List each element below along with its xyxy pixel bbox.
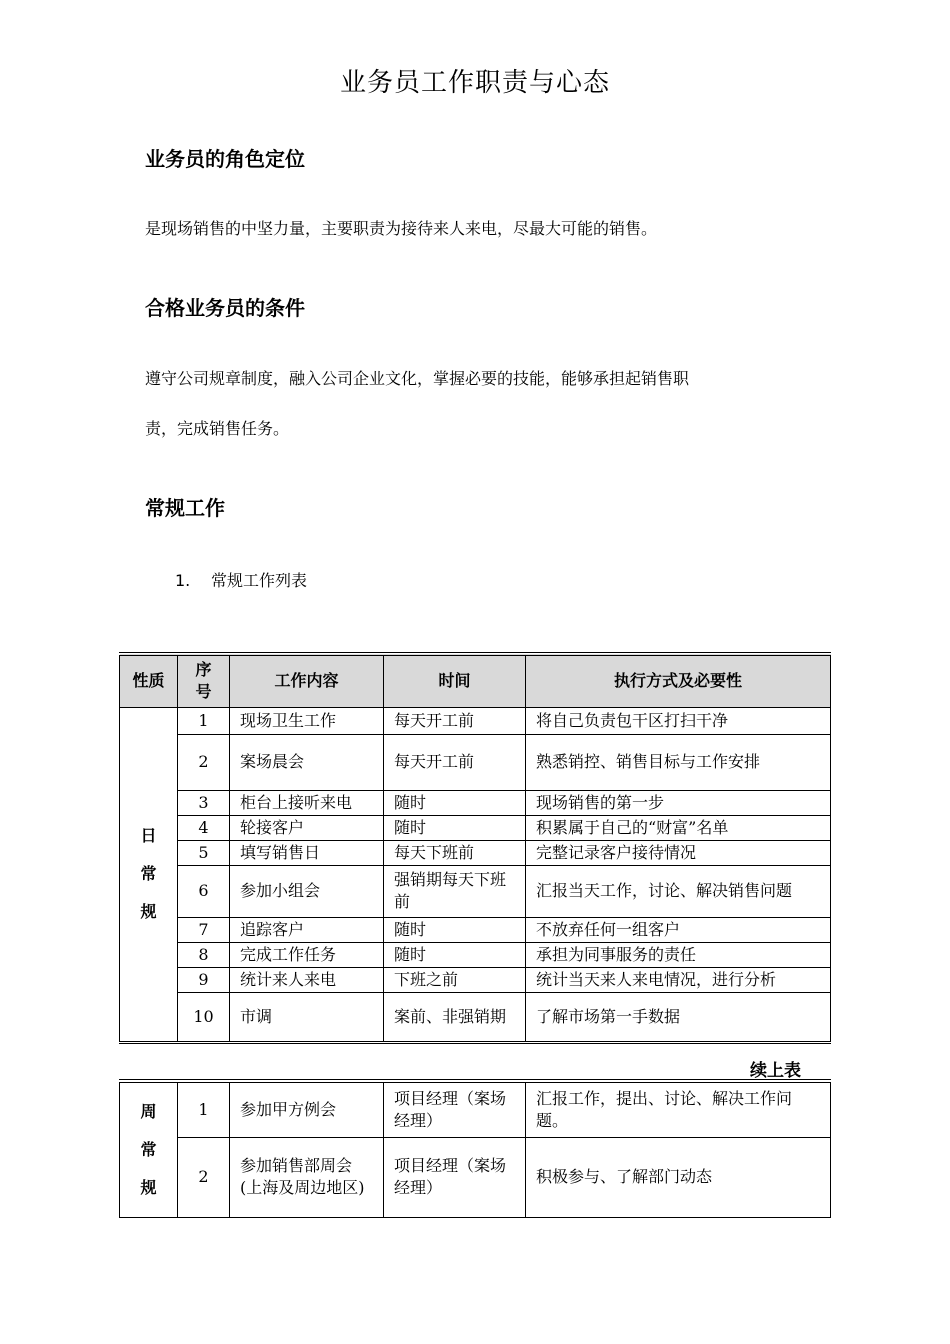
weekly-category-cell [120, 1081, 178, 1217]
row-number: 8 [178, 942, 230, 967]
row-time: 随时 [384, 790, 526, 815]
table-row [120, 1081, 831, 1137]
row-time: 项目经理（案场经理） [384, 1081, 526, 1137]
row-method: 承担为同事服务的责任 [526, 942, 831, 967]
header-nature: 性质 [120, 654, 178, 707]
row-time: 随时 [384, 815, 526, 840]
row-content: 市调 [230, 992, 384, 1042]
row-time: 强销期每天下班前 [384, 865, 526, 917]
table-row [120, 992, 831, 1042]
row-number: 7 [178, 917, 230, 942]
row-method: 完整记录客户接待情况 [526, 840, 831, 865]
row-time: 每天下班前 [384, 840, 526, 865]
row-time: 项目经理（案场经理） [384, 1137, 526, 1217]
row-number: 1 [178, 1081, 230, 1137]
row-time: 随时 [384, 942, 526, 967]
weekly-category-char: 规 [140, 1177, 157, 1197]
row-number: 2 [178, 1137, 230, 1217]
continued-label: 续上表 [750, 1061, 801, 1081]
list-label: 常规工作列表 [211, 571, 308, 590]
header-time: 时间 [384, 654, 526, 707]
role-paragraph: 是现场销售的中坚力量，主要职责为接待来人来电，尽最大可能的销售。 [145, 219, 658, 238]
heading-qualified: 合格业务员的条件 [145, 296, 305, 320]
table-row [120, 917, 831, 942]
row-number: 3 [178, 790, 230, 815]
row-content: 轮接客户 [230, 815, 384, 840]
header-method: 执行方式及必要性 [526, 654, 831, 707]
row-method: 现场销售的第一步 [526, 790, 831, 815]
table-row [120, 942, 831, 967]
row-content: 完成工作任务 [230, 942, 384, 967]
row-number: 6 [178, 865, 230, 917]
row-method: 了解市场第一手数据 [526, 992, 831, 1042]
qualified-paragraph-line2: 责，完成销售任务。 [145, 419, 290, 438]
weekly-category-char: 常 [140, 1139, 157, 1159]
row-content: 填写销售日 [230, 840, 384, 865]
row-number: 9 [178, 967, 230, 992]
row-content: 参加销售部周会(上海及周边地区) [230, 1137, 384, 1217]
table-row [120, 734, 831, 790]
header-content: 工作内容 [230, 654, 384, 707]
row-number: 4 [178, 815, 230, 840]
row-method: 统计当天来人来电情况，进行分析 [526, 967, 831, 992]
row-content: 现场卫生工作 [230, 707, 384, 734]
row-method: 积极参与、了解部门动态 [526, 1137, 831, 1217]
row-content: 参加小组会 [230, 865, 384, 917]
row-number: 5 [178, 840, 230, 865]
daily-category-char: 常 [140, 864, 157, 883]
table-header-row [120, 654, 831, 707]
table-row [120, 865, 831, 917]
table-row [120, 707, 831, 734]
list-number: 1. [175, 571, 191, 590]
document-title: 业务员工作职责与心态 [339, 68, 610, 98]
row-method: 积累属于自己的“财富”名单 [526, 815, 831, 840]
table-row [120, 840, 831, 865]
daily-category-char: 日 [140, 826, 157, 845]
daily-work-table [119, 652, 831, 1044]
row-method: 汇报当天工作，讨论、解决销售问题 [526, 865, 831, 917]
row-method: 熟悉销控、销售目标与工作安排 [526, 734, 831, 790]
row-content: 统计来人来电 [230, 967, 384, 992]
row-method: 汇报工作，提出、讨论、解决工作问题。 [526, 1081, 831, 1137]
weekly-work-table [119, 1079, 831, 1218]
heading-routine: 常规工作 [145, 496, 225, 520]
row-content: 案场晨会 [230, 734, 384, 790]
row-content: 柜台上接听来电 [230, 790, 384, 815]
table-row [120, 815, 831, 840]
row-number: 10 [178, 992, 230, 1042]
qualified-paragraph-line1: 遵守公司规章制度，融入公司企业文化，掌握必要的技能，能够承担起销售职 [145, 369, 690, 388]
row-time: 下班之前 [384, 967, 526, 992]
table-row [120, 1137, 831, 1217]
row-time: 每天开工前 [384, 707, 526, 734]
row-time: 案前、非强销期 [384, 992, 526, 1042]
row-content: 追踪客户 [230, 917, 384, 942]
row-time: 每天开工前 [384, 734, 526, 790]
row-time: 随时 [384, 917, 526, 942]
daily-category-char: 规 [140, 902, 157, 921]
daily-category-cell [120, 707, 178, 1042]
heading-role: 业务员的角色定位 [145, 147, 305, 171]
list-item-routine-table [175, 568, 307, 591]
table-row [120, 967, 831, 992]
row-number: 2 [178, 734, 230, 790]
row-number: 1 [178, 707, 230, 734]
header-number: 序号 [178, 654, 230, 707]
row-content: 参加甲方例会 [230, 1081, 384, 1137]
row-method: 将自己负责包干区打扫干净 [526, 707, 831, 734]
table-row [120, 790, 831, 815]
row-method: 不放弃任何一组客户 [526, 917, 831, 942]
weekly-category-char: 周 [140, 1101, 157, 1121]
